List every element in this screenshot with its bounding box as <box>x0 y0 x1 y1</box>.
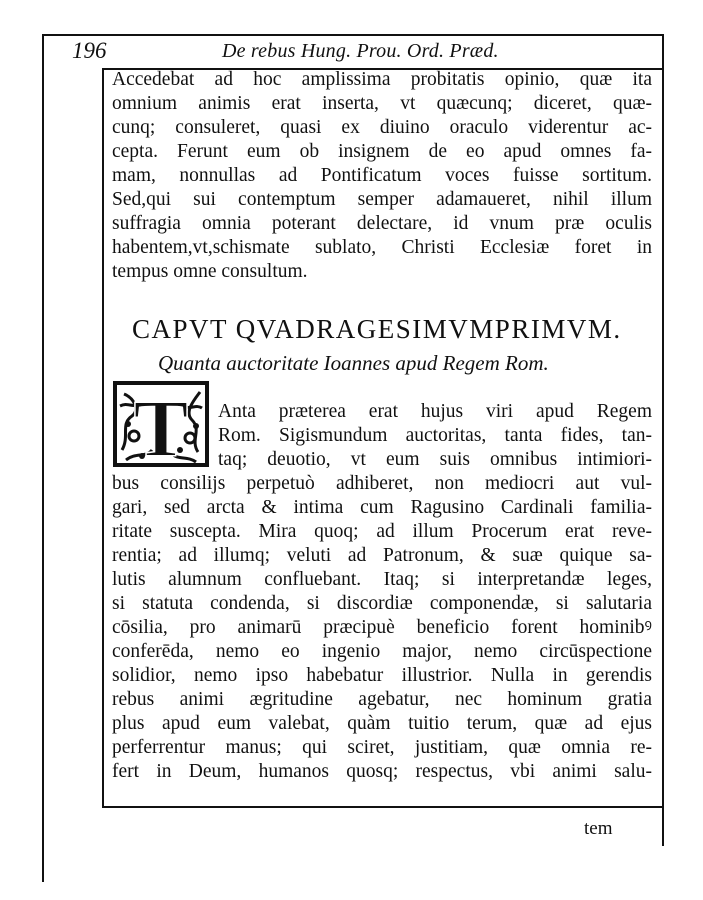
page-number: 196 <box>72 38 107 63</box>
frame-rule-left-outer <box>42 34 44 882</box>
text-line: taq; deuotio, vt eum suis omnibus intimiori- <box>218 449 652 470</box>
text-line: mam, nonnullas ad Pontificatum voces fuisse sortitum. <box>112 165 652 186</box>
text-line: lutis alumnum confluebant. Itaq; si interpretandæ leges, <box>112 569 652 590</box>
initial-letter: T <box>133 383 189 468</box>
text-line: cōsilia, pro animarū præcipuè beneficio forent hominibꝰ <box>112 617 652 638</box>
text-line: fert in Deum, humanos quosq; respectus, vbi animi salu- <box>112 761 652 782</box>
ornamented-initial-t-icon <box>112 380 210 468</box>
text-line: conferēda, nemo eo ingenio major, nemo circūspectione <box>112 641 652 662</box>
page-header <box>72 36 662 66</box>
text-line: tempus omne consultum. <box>112 261 308 282</box>
text-line: habentem,vt,schismate sublato, Christi Ecclesiæ foret in <box>112 237 652 258</box>
text-line: si statuta condenda, si discordiæ componendæ, si salutaria <box>112 593 652 614</box>
text-line: plus apud eum valebat, quàm tuitio terum, quæ ad ejus <box>112 713 652 734</box>
text-line: bus consilijs perpetuò adhiberet, non mediocri aut vul- <box>112 473 652 494</box>
text-line: Rom. Sigismundum auctoritas, tanta fides, tan- <box>218 425 652 446</box>
text-line: ritate suscepta. Mira quoq; ad illum Procerum erat reve- <box>112 521 652 542</box>
catchword: tem <box>584 818 613 839</box>
text-line: Sed,qui sui contemptum semper adamaueret, nihil illum <box>112 189 652 210</box>
running-head: De rebus Hung. Prou. Ord. Præd. <box>222 40 499 62</box>
text-line: cunq; consuleret, quasi ex diuino oraculo viderentur ac- <box>112 117 652 138</box>
text-line: solidior, nemo ipso habebatur illustrior. Nulla in gerendis <box>112 665 652 686</box>
frame-rule-left-inner <box>102 68 104 808</box>
chapter-subtitle: Quanta auctoritate Ioannes apud Regem Rom. <box>158 351 549 375</box>
text-line: omnium animis erat inserta, vt quæcunq; diceret, quæ- <box>112 93 652 114</box>
text-line: Anta præterea erat hujus viri apud Regem <box>218 401 652 422</box>
chapter-title: CAPVT QVADRAGESIMVMPRIMVM. <box>132 314 622 344</box>
frame-rule-right <box>662 34 664 846</box>
text-line: perferrentur manus; qui sciret, justitiam, quæ omnia re- <box>112 737 652 758</box>
text-line: suffragia omnia poterant delectare, id vnum præ oculis <box>112 213 652 234</box>
text-line: cepta. Ferunt eum ob insignem de eo apud omnes fa- <box>112 141 652 162</box>
text-line: gari, sed arcta & intima cum Ragusino Cardinali familia- <box>112 497 652 518</box>
text-line: rebus animi ægritudine agebatur, nec hominum gratia <box>112 689 652 710</box>
text-line: rentia; ad illumq; veluti ad Patronum, & suæ quique sa- <box>112 545 652 566</box>
frame-rule-bottom <box>102 806 664 808</box>
text-line: Accedebat ad hoc amplissima probitatis opinio, quæ ita <box>112 69 652 90</box>
